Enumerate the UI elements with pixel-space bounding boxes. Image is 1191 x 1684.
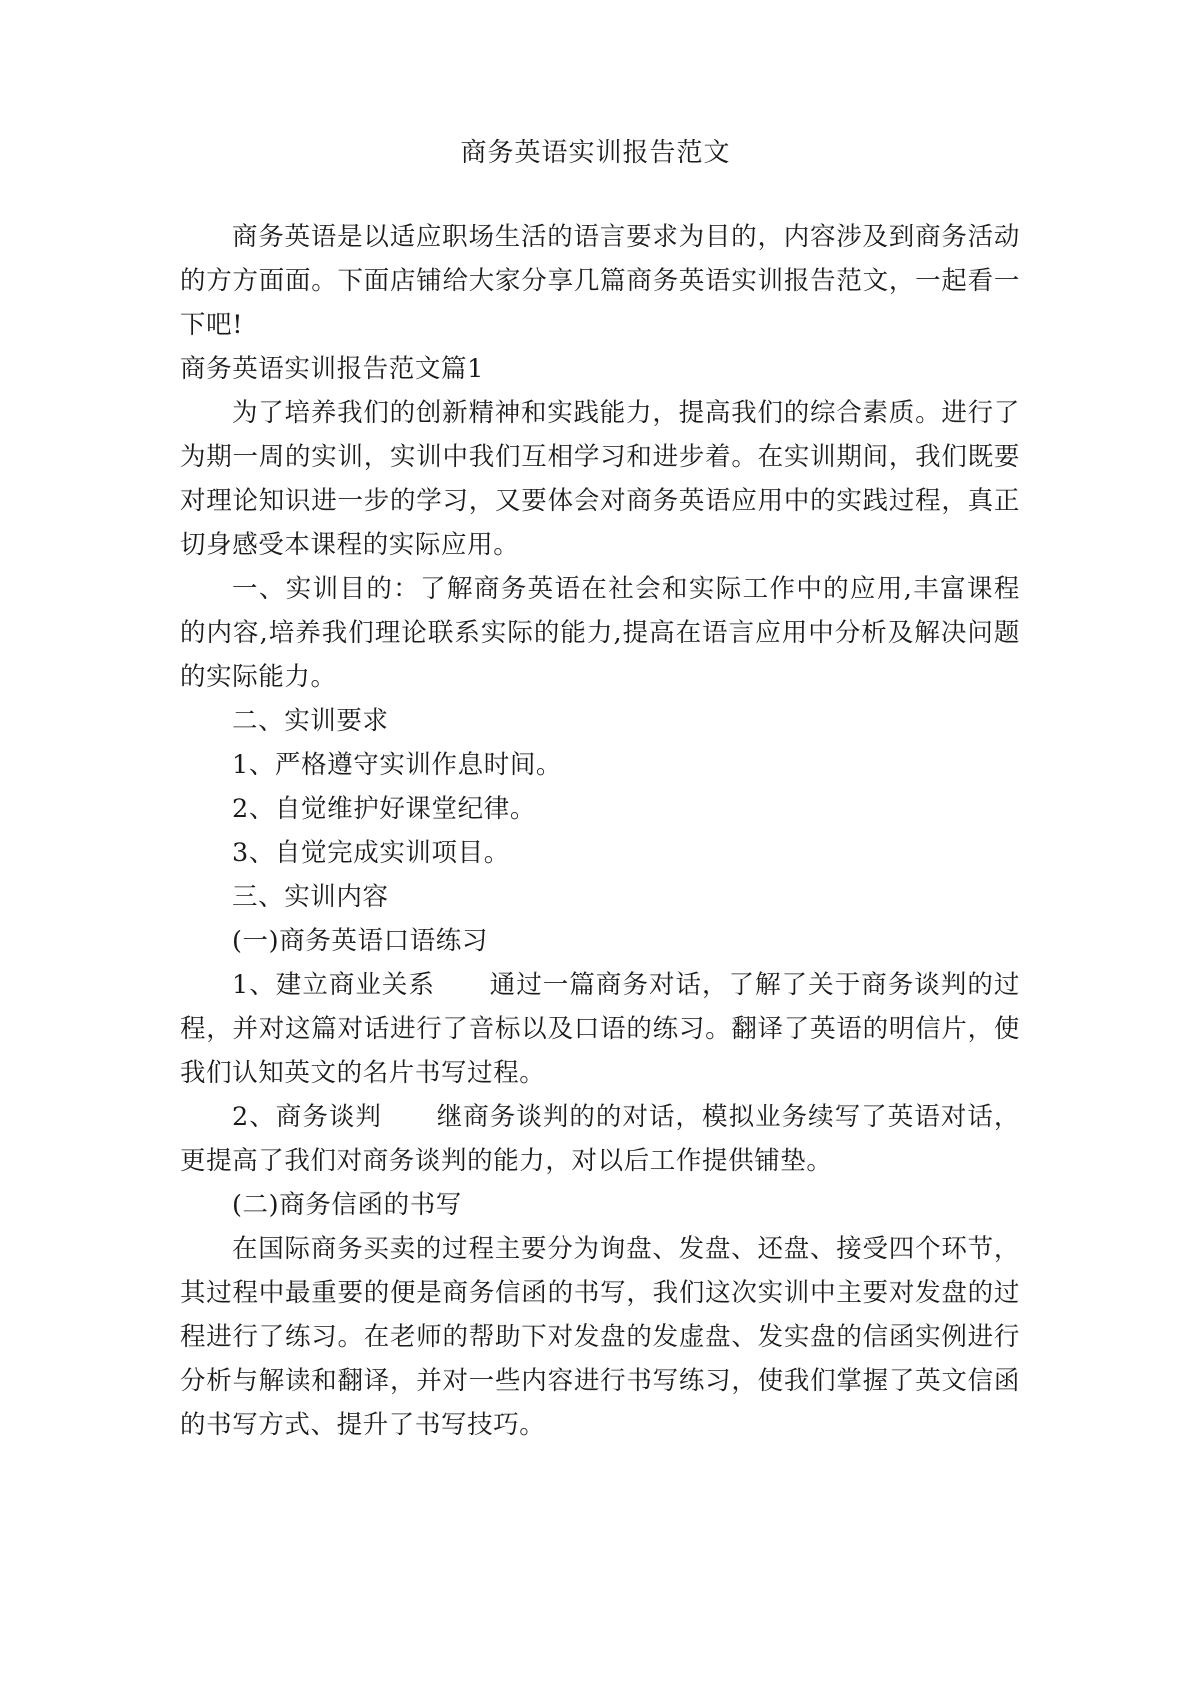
subsection-heading: (一)商务英语口语练习 [232,926,488,956]
subsection-heading: 三、实训内容 [232,882,389,912]
list-item: 3、自觉完成实训项目。 [232,838,510,868]
subsection-heading: (二)商务信函的书写 [232,1190,462,1220]
document-title: 商务英语实训报告范文 [460,138,731,168]
body-paragraph: 在国际商务买卖的过程主要分为询盘、发盘、还盘、接受四个环节，其过程中最重要的便是商务信函的书写，我们这次实训中主要对发盘的过程进行了练习。在老师的帮助下对发盘的发虚盘、发实盘的信函实例进行分析与解读和翻译，并对一些内容进行书写练习，使我们掌握了英文信函的书写方式、提升了书写技巧。 [180,1234,1020,1440]
list-item: 1、严格遵守实训作息时间。 [232,750,563,780]
intro-paragraph: 商务英语是以适应职场生活的语言要求为目的，内容涉及到商务活动的方方面面。下面店铺给大家分享几篇商务英语实训报告范文，一起看一下吧! [180,222,1020,340]
body-paragraph: 1、建立商业关系 通过一篇商务对话，了解了关于商务谈判的过程，并对这篇对话进行了音标以及口语的练习。翻译了英语的明信片，使我们认知英文的名片书写过程。 [180,970,1020,1088]
body-paragraph: 2、商务谈判 继商务谈判的的对话，模拟业务续写了英语对话，更提高了我们对商务谈判的能力，对以后工作提供铺垫。 [180,1102,1020,1176]
document-body [180,215,1020,1447]
list-item: 2、自觉维护好课堂纪律。 [232,794,536,824]
section-heading: 商务英语实训报告范文篇1 [180,354,484,384]
subsection-heading: 二、实训要求 [232,706,389,736]
body-paragraph: 为了培养我们的创新精神和实践能力，提高我们的综合素质。进行了为期一周的实训，实训中我们互相学习和进步着。在实训期间，我们既要对理论知识进一步的学习，又要体会对商务英语应用中的实践过程，真正切身感受本课程的实际应用。 [180,398,1020,560]
body-paragraph: 一、实训目的：了解商务英语在社会和实际工作中的应用,丰富课程的内容,培养我们理论联系实际的能力,提高在语言应用中分析及解决问题的实际能力。 [180,574,1020,692]
